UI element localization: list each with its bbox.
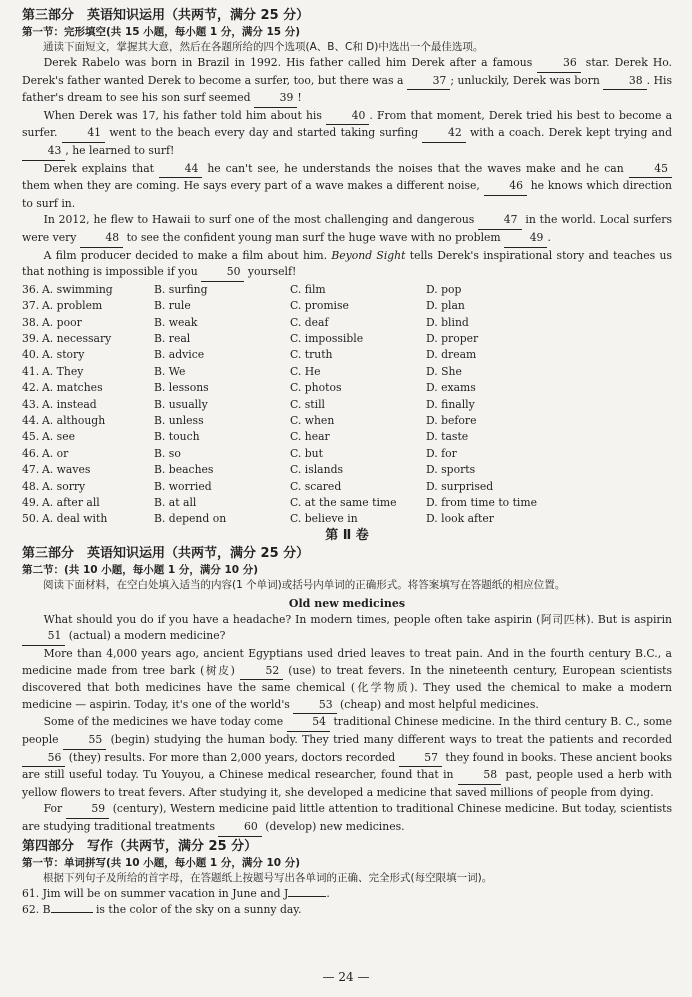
option-choice: D. plan: [426, 299, 465, 313]
option-row: [22, 282, 672, 298]
cloze-paragraph-2: When Derek was 17, his father told him about his 40 . From that moment, Derek tried his best to become a surfer. 41 went to the beach every day and started taking surfing 42 with a coach. Derek kept trying and 43 , he learned to surf!: [22, 108, 672, 161]
part3-heading: 第三部分 英语知识运用（共两节，满分 25 分）: [22, 8, 310, 23]
section4-instructions: 根据下列句子及所给的首字母，在答题纸上按题号写出各单词的正确、完全形式(每空限填一词)。: [43, 871, 493, 884]
passage-title: Old new medicines: [288, 596, 406, 610]
option-choice: A. deal with: [42, 512, 108, 526]
section2-heading: 第二节：(共 10 小题，每小题 1 分，满分 10 分): [22, 563, 259, 576]
option-choice: C. when: [290, 413, 335, 427]
option-choice: B. so: [154, 446, 181, 460]
option-choice: A. problem: [42, 299, 103, 313]
option-choice: A. or: [42, 446, 69, 460]
part4-heading: 第四部分 写作（共两节，满分 25 分）: [22, 838, 258, 854]
option-choice: C. film: [290, 282, 326, 296]
blank-53: 53: [293, 697, 336, 715]
option-row: [22, 462, 672, 478]
question-number: 40.: [22, 348, 40, 362]
option-choice: C. impossible: [290, 331, 364, 345]
cloze-paragraph-5: A film producer decided to make a film about him. Beyond Sight tells Derek's inspirational story and teaches us that nothing is impossible if you 50 yourself!: [22, 248, 672, 282]
blank-57: 57: [399, 750, 442, 768]
option-choice: D. sports: [426, 463, 476, 477]
blank-40: 40: [326, 108, 369, 126]
blank-59: 59: [66, 801, 109, 819]
question-number: 36.: [22, 282, 40, 296]
option-choice: B. lessons: [154, 381, 209, 395]
question-number: 46.: [22, 446, 40, 460]
option-choice: B. We: [154, 364, 186, 378]
option-choice: D. look after: [426, 512, 494, 526]
question-number: 42.: [22, 381, 40, 395]
question-61: 61. Jim will be on summer vacation in June and J .: [22, 886, 330, 900]
option-choice: A. see: [42, 430, 75, 444]
question-number: 47.: [22, 463, 40, 477]
blank-60: 60: [218, 819, 261, 837]
option-choice: C. scared: [290, 479, 342, 493]
option-choice: A. waves: [42, 463, 91, 477]
option-choice: D. dream: [426, 348, 477, 362]
option-row: [22, 364, 672, 380]
fill-paragraph-4: For 59 (century), Western medicine paid little attention to traditional Chinese medicine. But today, scientists are studying traditional treatments 60 (develop) new medicines.: [22, 801, 672, 836]
blank-44: 44: [159, 161, 202, 179]
option-choice: B. weak: [154, 315, 198, 329]
option-row: [22, 298, 672, 314]
option-choice: B. at all: [154, 496, 197, 509]
option-choice: A. necessary: [42, 331, 112, 345]
fill-paragraph-2: More than 4,000 years ago, ancient Egyptians used dried leaves to treat pain. And in the fourth century B.C., a medicine made from tree bark (树皮) 52 (use) to treat fevers. In the nineteenth century, European scientists discovered that both medicines have the same chemical (化学物质). They used the chemical to make a modern medicine — aspirin. Today, it's one of the world's 53 (cheap) and most helpful medicines.: [22, 646, 672, 714]
option-choice: C. truth: [290, 348, 333, 362]
fill-paragraph-3: Some of the medicines we have today come 54 traditional Chinese medicine. In the third century B. C., some people 55 (begin) studying the human body. They tried many different ways to treat the patients and recorded 56 (they) results. For more than 2,000 years, doctors recorded 57 they found in books. These ancient books are still useful today. Tu Youyou, a Chinese medical researcher, found that in 58 past, people used a herb with yellow flowers to treat fevers. After studying it, she developed a medicine that saved millions of people from dying.: [22, 715, 673, 799]
question-number: 45.: [22, 430, 40, 444]
option-choice: D. proper: [426, 331, 479, 345]
option-row: [22, 380, 672, 396]
option-choice: A. after all: [42, 496, 100, 509]
option-choice: C. believe in: [290, 512, 358, 526]
blank-39: 39: [254, 90, 297, 108]
option-choice: B. unless: [154, 413, 204, 427]
option-row: [22, 495, 672, 511]
question-number: 43.: [22, 397, 40, 411]
option-choice: D. She: [426, 364, 462, 378]
question-number: 48.: [22, 479, 40, 493]
blank-56: 56: [22, 750, 65, 768]
option-choice: D. exams: [426, 381, 476, 395]
option-choice: A. although: [42, 413, 106, 427]
option-choice: B. touch: [154, 430, 200, 444]
question-number: 50.: [22, 512, 40, 526]
question-number: 41.: [22, 364, 40, 378]
option-choice: C. hear: [290, 430, 330, 444]
option-choice: B. surfing: [154, 282, 208, 296]
option-choice: A. poor: [42, 315, 82, 329]
question-number: 37.: [22, 299, 40, 313]
option-choice: D. taste: [426, 430, 469, 444]
blank-49: 49: [504, 230, 547, 248]
option-choice: C. still: [290, 397, 325, 411]
blank-55: 55: [63, 732, 106, 750]
option-row: [22, 397, 672, 413]
option-choice: D. for: [426, 446, 457, 460]
blank-52: 52: [240, 663, 283, 681]
film-title: Beyond Sight: [331, 248, 406, 262]
blank-50: 50: [201, 264, 244, 282]
option-row: [22, 315, 672, 331]
cloze-passage: [22, 55, 672, 282]
cloze-paragraph-3: Derek explains that 44 he can't see, he understands the noises that the waves make and he can 45 them when they are coming. He says every part of a wave makes a different noise, 46 he knows which direction to surf in.: [22, 161, 673, 210]
option-choice: C. photos: [290, 381, 342, 395]
blank-36: 36: [537, 55, 580, 73]
option-choice: D. from time to time: [426, 496, 538, 509]
blank-62: [51, 912, 93, 913]
option-choice: B. real: [154, 331, 191, 345]
section4-heading: 第一节：单词拼写(共 10 小题，每小题 1 分，满分 10 分): [22, 856, 301, 869]
part3-heading-2: 第三部分 英语知识运用（共两节，满分 25 分）: [22, 545, 310, 561]
exam-page: [22, 6, 672, 918]
option-row: [22, 413, 672, 429]
option-row: [22, 331, 672, 347]
option-row: [22, 511, 672, 527]
option-choice: B. advice: [154, 348, 205, 362]
option-choice: B. usually: [154, 397, 208, 411]
blank-61: [288, 896, 326, 897]
section1-instructions: 通读下面短文，掌握其大意，然后在各题所给的四个选项(A、B、C和 D)中选出一个最佳选项。: [43, 41, 484, 53]
option-choice: B. beaches: [154, 463, 214, 477]
blank-54: 54: [287, 714, 330, 732]
blank-41: 41: [62, 125, 105, 143]
question-number: 38.: [22, 315, 40, 329]
option-choice: D. surprised: [426, 479, 494, 493]
option-choice: D. pop: [426, 282, 462, 296]
option-choice: C. islands: [290, 463, 344, 477]
option-choice: D. finally: [426, 397, 475, 411]
cloze-paragraph-4: In 2012, he flew to Hawaii to surf one of the most challenging and dangerous 47 in the world. Local surfers were very 48 to see the confident young man surf the huge wave with no problem 49 .: [22, 212, 672, 247]
fill-paragraph-1: What should you do if you have a headache? In modern times, people often take aspirin (阿司匹林). But is aspirin 51 (actual) a modern medicine?: [22, 612, 672, 646]
option-choice: B. rule: [154, 299, 191, 313]
blank-37: 37: [407, 73, 450, 91]
option-choice: D. blind: [426, 315, 469, 329]
blank-45: 45: [629, 161, 672, 179]
option-choice: D. before: [426, 413, 477, 427]
option-choice: A. matches: [42, 381, 103, 395]
question-number: 49.: [22, 496, 40, 509]
blank-58: 58: [458, 767, 501, 785]
option-choice: C. but: [290, 446, 323, 460]
option-choice: C. at the same time: [290, 496, 397, 509]
option-choice: A. swimming: [42, 282, 113, 296]
blank-51: 51: [22, 628, 65, 646]
section2-instructions: 阅读下面材料，在空白处填入适当的内容(1 个单词)或括号内单词的正确形式。将答案填写在答题纸的相应位置。: [43, 578, 566, 591]
blank-47: 47: [478, 212, 521, 230]
options-list: [22, 282, 672, 528]
option-choice: A. sorry: [42, 479, 86, 493]
volume-two-heading: 第 Ⅱ 卷: [325, 527, 369, 543]
blank-43: 43: [22, 143, 65, 161]
option-choice: B. worried: [154, 479, 212, 493]
page-number: — 24 —: [322, 970, 370, 984]
fill-passage: [22, 612, 672, 837]
question-number: 44.: [22, 413, 40, 427]
option-row: [22, 347, 672, 363]
option-choice: C. promise: [290, 299, 349, 313]
cloze-paragraph-1: Derek Rabelo was born in Brazil in 1992. His father called him Derek after a famous 36 star. Derek Ho. Derek's father wanted Derek to become a surfer, too, but there was a 37 ; unluckily, Derek was born 38 . His father's dream to see his son surf seemed 39 !: [22, 55, 672, 108]
option-choice: A. story: [42, 348, 85, 362]
blank-46: 46: [484, 178, 527, 196]
option-row: [22, 429, 672, 445]
option-choice: A. They: [42, 364, 84, 378]
option-choice: C. deaf: [290, 315, 329, 329]
blank-38: 38: [603, 73, 646, 91]
question-number: 39.: [22, 331, 40, 345]
question-62: 62. B is the color of the sky on a sunny day.: [22, 902, 302, 916]
blank-48: 48: [80, 230, 123, 248]
option-choice: B. depend on: [154, 512, 227, 526]
option-row: [22, 479, 672, 495]
option-choice: C. He: [290, 364, 321, 378]
blank-42: 42: [422, 125, 465, 143]
option-row: [22, 446, 672, 462]
section1-heading: 第一节：完形填空(共 15 小题，每小题 1 分，满分 15 分): [22, 26, 301, 38]
option-choice: A. instead: [42, 397, 97, 411]
